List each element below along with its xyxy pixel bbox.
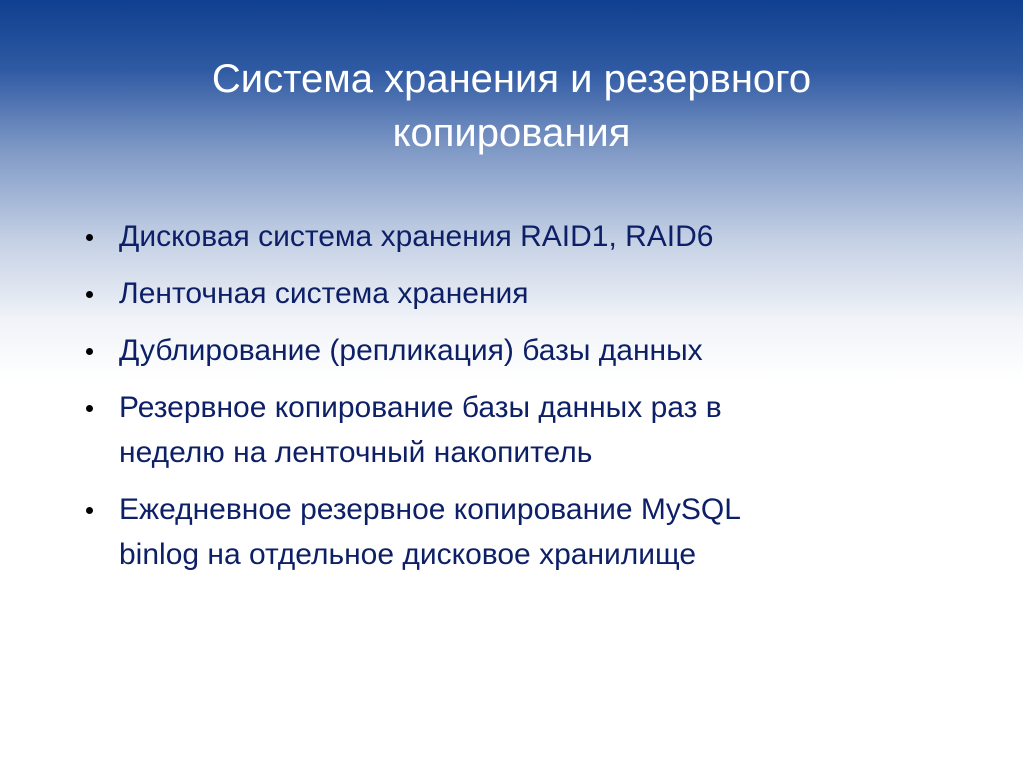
slide-title	[0, 52, 1023, 160]
bullet-item	[86, 214, 966, 259]
bullet-item	[86, 487, 966, 577]
slide-title-line: Система хранения и резервного	[211, 57, 812, 101]
bullet-list	[86, 214, 966, 589]
bullet-marker-icon	[86, 234, 93, 241]
bullet-marker-icon	[86, 291, 93, 298]
bullet-item	[86, 385, 966, 475]
bullet-line: binlog на отдельное дисковое хранилище	[119, 538, 697, 571]
bullet-text	[119, 214, 966, 259]
bullet-line: Ленточная система хранения	[119, 277, 529, 310]
bullet-line: Дисковая система хранения RAID1, RAID6	[119, 220, 714, 253]
bullet-text	[119, 385, 966, 475]
bullet-line: Дублирование (репликация) базы данных	[119, 334, 703, 367]
bullet-item	[86, 271, 966, 316]
bullet-item	[86, 328, 966, 373]
bullet-marker-icon	[86, 348, 93, 355]
bullet-line: Резервное копирование базы данных раз в	[119, 391, 722, 424]
bullet-line: неделю на ленточный накопитель	[119, 436, 593, 469]
bullet-text	[119, 271, 966, 316]
bullet-line: Ежедневное резервное копирование MySQL	[119, 493, 741, 526]
bullet-text	[119, 328, 966, 373]
bullet-marker-icon	[86, 507, 93, 514]
bullet-text	[119, 487, 966, 577]
bullet-marker-icon	[86, 405, 93, 412]
slide-title-line: копирования	[392, 111, 631, 155]
